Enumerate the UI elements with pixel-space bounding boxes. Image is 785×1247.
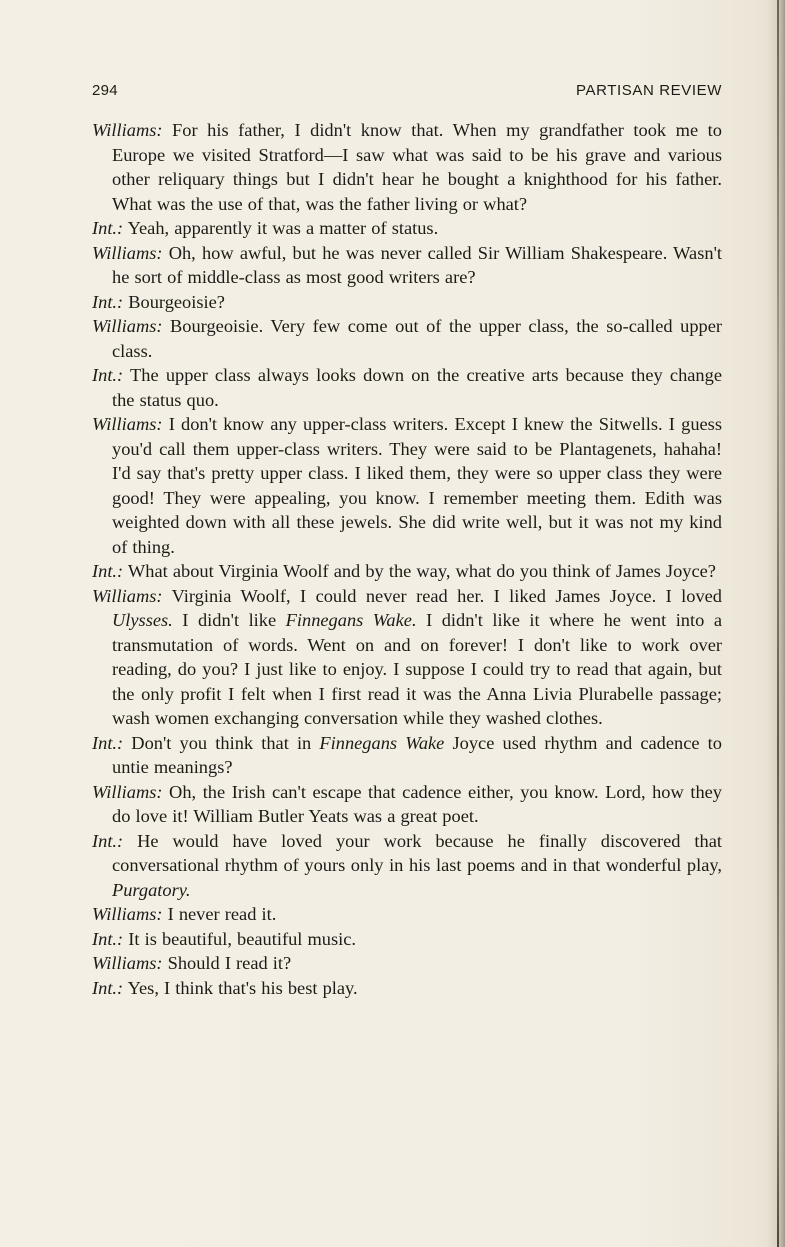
dialogue-text: Virginia Woolf, I could never read her. I liked James Joyce. I loved	[162, 585, 722, 606]
dialogue-text: I never read it.	[162, 904, 277, 924]
speaker-label: Williams:	[92, 414, 163, 434]
speaker-label: Int.:	[92, 977, 124, 998]
dialogue-paragraph	[92, 780, 722, 829]
dialogue-text: It is beautiful, beautiful music.	[123, 928, 356, 949]
dialogue-text: Yes, I think that's his best play.	[123, 977, 358, 998]
dialogue-paragraph	[92, 118, 722, 216]
book-title: Finnegans Wake	[319, 732, 445, 753]
dialogue-text: Bourgeoisie. Very few come out of the upper class, the so-called upper class.	[112, 316, 722, 361]
dialogue-paragraph	[92, 902, 722, 927]
dialogue-text: Oh, how awful, but he was never called Sir William Shakespeare. Wasn't he sort of middle-class as most good writers are?	[112, 242, 722, 287]
dialogue-paragraph	[92, 241, 722, 290]
dialogue-paragraph	[92, 216, 722, 241]
speaker-label: Int.:	[92, 291, 124, 312]
speaker-label: Int.:	[92, 218, 124, 238]
speaker-label: Williams:	[92, 953, 163, 973]
page-edge-binding	[777, 0, 779, 1247]
dialogue-text: The upper class always looks down on the creative arts because they change the status quo.	[112, 365, 722, 410]
dialogue-text: Don't you think that in	[123, 732, 320, 753]
speaker-label: Williams:	[92, 781, 163, 802]
speaker-label: Williams:	[92, 120, 163, 140]
speaker-label: Williams:	[92, 904, 163, 924]
speaker-label: Williams:	[92, 242, 163, 263]
dialogue-text: What about Virginia Woolf and by the way, what do you think of James Joyce?	[123, 561, 716, 581]
dialogue-paragraph	[92, 731, 722, 780]
dialogue-text: I didn't like it where he went into a transmutation of words. Went on and on forever! I don't like to work over reading, do you? I just like to enjoy. I suppose I could try to read that again, but the only profit I felt when I first read it was the Anna Livia Plurabelle passage; wash women exchanging conversation while they washed clothes.	[112, 610, 722, 728]
dialogue-paragraph	[92, 290, 722, 315]
dialogue-text: He would have loved your work because he finally discovered that conversational rhythm of yours only in his last poems and in that wonderful play,	[112, 830, 722, 875]
dialogue-paragraph	[92, 559, 722, 584]
dialogue-paragraph	[92, 363, 722, 412]
book-title: Ulysses.	[112, 610, 173, 630]
running-head	[92, 82, 722, 104]
dialogue-text: For his father, I didn't know that. When my grandfather took me to Europe we visited Stratford—I saw what was said to be his grave and various other reliquary things but I didn't hear he bought a knighthood for his father. What was the use of that, was the father living or what?	[112, 120, 722, 214]
play-title: Purgatory.	[112, 879, 191, 900]
page-number: 294	[92, 82, 118, 99]
speaker-label: Int.:	[92, 561, 124, 581]
dialogue-text: I don't know any upper-class writers. Except I knew the Sitwells. I guess you'd call them upper-class writers. They were said to be Plantagenets, hahaha! I'd say that's pretty upper class. I liked them, they were so upper class they were good! They were appealing, you know. I remember meeting them. Edith was weighted down with all these jewels. She did write well, but it was not my kind of thing.	[112, 414, 722, 557]
dialogue-text: Joyce used rhythm and cadence to untie meanings?	[112, 732, 722, 777]
speaker-label: Int.:	[92, 830, 124, 851]
dialogue-paragraph	[92, 584, 722, 731]
dialogue-paragraph	[92, 412, 722, 559]
dialogue-text: Should I read it?	[162, 953, 292, 973]
speaker-label: Int.:	[92, 365, 124, 385]
speaker-label: Williams:	[92, 316, 163, 336]
dialogue-paragraph	[92, 951, 722, 976]
dialogue-text: Bourgeoisie?	[123, 291, 225, 312]
journal-title: PARTISAN REVIEW	[576, 82, 722, 99]
dialogue-paragraph	[92, 314, 722, 363]
speaker-label: Williams:	[92, 585, 163, 606]
speaker-label: Int.:	[92, 732, 124, 753]
dialogue-paragraph	[92, 927, 722, 952]
dialogue-text: Yeah, apparently it was a matter of status.	[123, 218, 439, 238]
interview-text	[92, 118, 722, 1000]
book-title: Finnegans Wake.	[285, 610, 417, 630]
dialogue-text: Oh, the Irish can't escape that cadence either, you know. Lord, how they do love it! William Butler Yeats was a great poet.	[112, 781, 722, 826]
dialogue-paragraph	[92, 976, 722, 1001]
speaker-label: Int.:	[92, 928, 124, 949]
page-edge-shadow	[767, 0, 785, 1247]
dialogue-paragraph	[92, 829, 722, 903]
dialogue-text: I didn't like	[172, 610, 286, 630]
